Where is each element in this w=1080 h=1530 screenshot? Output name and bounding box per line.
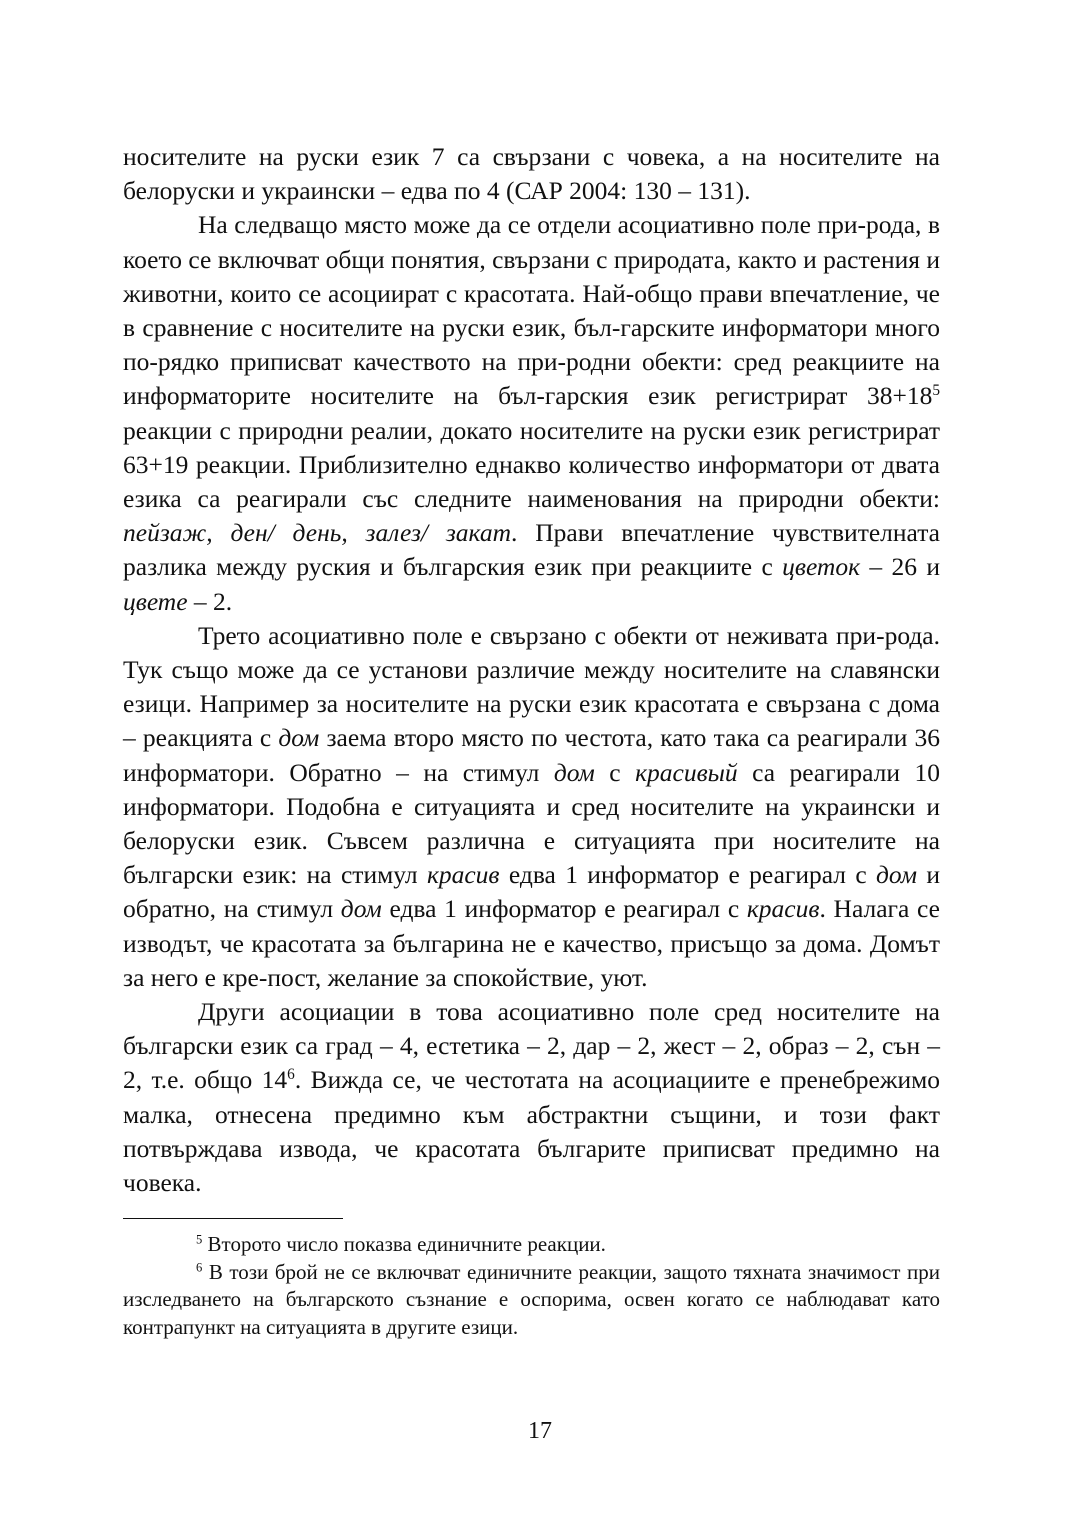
text-run: реакции с природни реалии, докато носителите на руски език регистрират 63+19 реакции. Приблизително еднакво количество информатори от двата езика са реагирали със следните наименования на природни обекти: xyxy=(123,415,940,514)
text-run: с xyxy=(594,757,636,787)
footnote-separator xyxy=(123,1218,343,1219)
footnote xyxy=(123,1259,940,1342)
italic-term: красив xyxy=(746,894,820,924)
footnote-number: 5 xyxy=(196,1232,203,1247)
italic-term: дом xyxy=(876,860,917,890)
text-run: са реагирали 10 информатори. Подобна е ситуацията и сред носителите на украински и белоруски език. Съвсем различна е ситуацията при носителите на български език: на стимул xyxy=(123,757,940,890)
footnote-text: В този брой не се включват единичните реакции, защото тяхната значимост при изследването на българското съзнание е оспорима, освен когато се наблюдават като контрапункт на ситуацията в другите езици. xyxy=(123,1259,940,1339)
footnote-text: Второто число показва единичните реакции. xyxy=(207,1232,606,1257)
footnote-ref: 6 xyxy=(287,1066,295,1084)
text-run: едва 1 информатор е реагирал с xyxy=(381,894,747,924)
main-text xyxy=(123,140,940,1200)
footnote xyxy=(123,1231,940,1259)
text-run: носителите на руски език 7 са свързани с човека, а на носителите на белоруски и украински – едва по 4 (САР 2004: 130 – 131). xyxy=(123,142,940,206)
text-run: едва 1 информатор е реагирал с xyxy=(499,860,877,890)
paragraph xyxy=(123,619,940,995)
text-run: Други асоциации в това асоциативно поле сред носителите на български език са град – 4, естетика – 2, дар – 2, жест – 2, образ – 2, сън – 2, т.е. общо 14 xyxy=(123,997,940,1095)
footnote-number: 6 xyxy=(196,1260,203,1275)
paragraph xyxy=(123,140,940,208)
paragraph xyxy=(123,995,940,1200)
text-run: . Вижда се, че честотата на асоциациите е пренебрежимо малка, отнесена предимно към абстрактни същини, и този факт потвърждава извода, че красотата българите приписват предимно на човека. xyxy=(123,1065,941,1198)
italic-term: цветок xyxy=(782,552,861,582)
italic-term: дом xyxy=(278,723,320,753)
italic-term: цвете xyxy=(123,586,188,616)
paragraph xyxy=(123,208,940,618)
italic-term: пейзаж, ден/ день, залез/ закат xyxy=(123,518,512,548)
page-number: 17 xyxy=(528,1418,552,1444)
text-run: – 2. xyxy=(187,586,233,616)
footnotes xyxy=(123,1231,940,1341)
text-run: На следващо място може да се отдели асоциативно поле при-рода, в което се включват общи понятия, свързани с природата, както и растения и животни, които се асоциират с красотата. Най-общо прави впечатление, че в сравнение с носителите на руски език, бъл-гарските информатори много по-рядко приписват качеството на при-родни обекти: сред реакциите на информаторите носителите на бъл-гарския език регистрират 38+18 xyxy=(123,210,940,411)
footnote-ref: 5 xyxy=(932,382,940,400)
text-run: . Прави впечатление чувствителната разлика между руския и българския език при реакциите с xyxy=(123,518,940,582)
text-run: Трето асоциативно поле е свързано с обекти от неживата при-рода. Тук също може да се установи различие между носителите на славянски езици. Например за носителите на руски език красотата е свързана с дома – реакцията с xyxy=(123,620,940,753)
italic-term: красив xyxy=(426,860,500,890)
text-run: и обратно, на стимул xyxy=(123,860,940,924)
italic-term: красивый xyxy=(635,757,738,787)
text-run: – 26 и xyxy=(860,552,940,582)
text-run: . Налага се изводът, че красотата за българина не е качество, присъщо за дома. Домът за него е кре-пост, желание за спокойствие, уют. xyxy=(123,894,941,992)
text-run: заема второ място по честота, като така са реагирали 36 информатори. Обратно – на стимул xyxy=(123,723,940,787)
page-body xyxy=(123,140,940,1341)
italic-term: дом xyxy=(340,894,382,924)
italic-term: дом xyxy=(553,757,595,787)
